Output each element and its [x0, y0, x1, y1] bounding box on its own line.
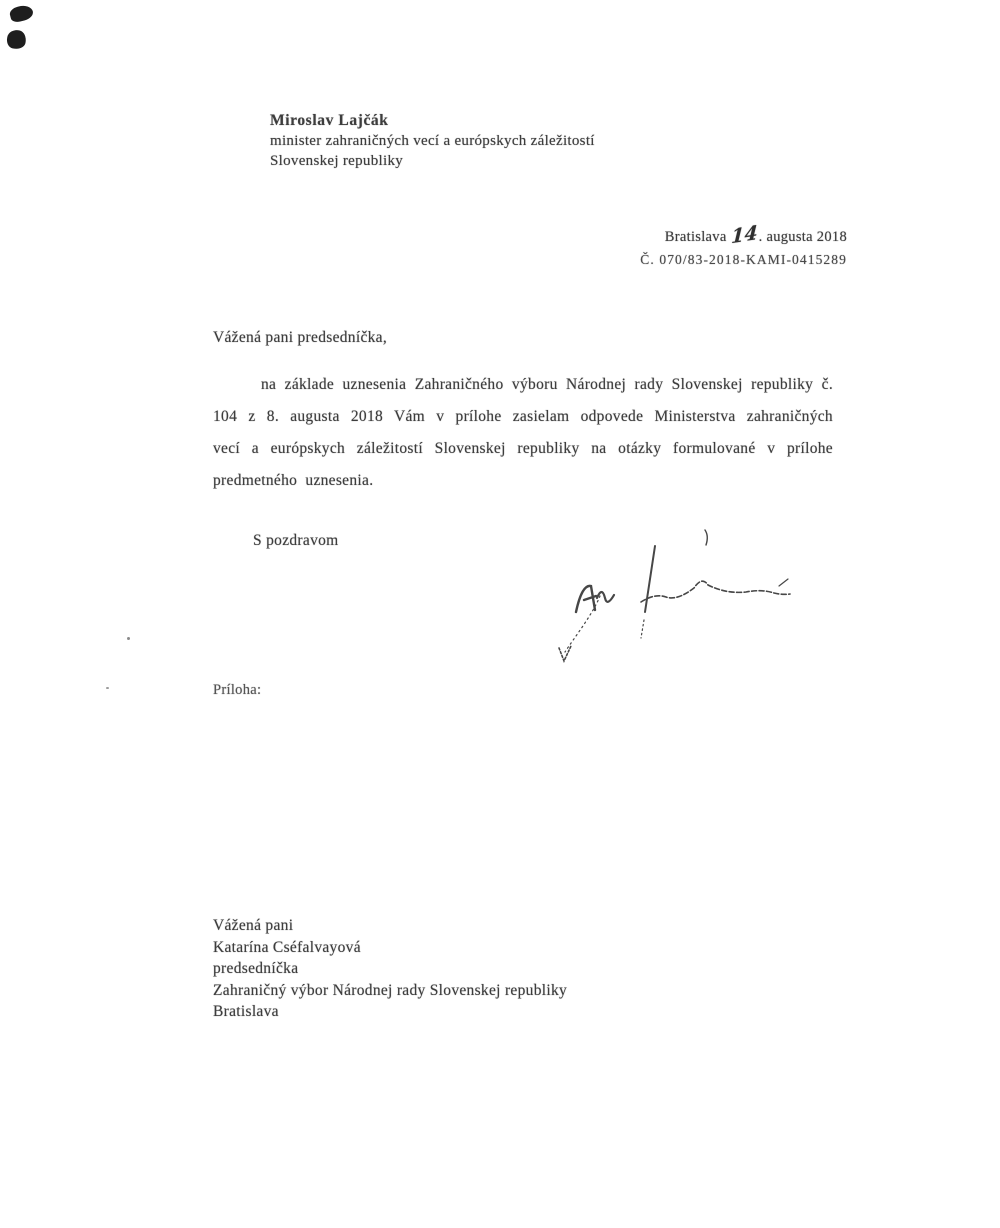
sender-role: minister zahraničných vecí a európskych záležitostí	[270, 133, 595, 149]
recipient-org: Zahraničný výbor Národnej rady Slovenskej republiky	[213, 981, 568, 999]
sender-org: Slovenskej republiky	[270, 153, 404, 169]
scan-smudge-artifact	[5, 28, 28, 51]
handwritten-day: 14	[730, 221, 759, 249]
date-city: Bratislava	[664, 229, 727, 245]
recipient-address-block	[213, 915, 567, 1023]
attachment-label: Príloha:	[213, 682, 262, 698]
salutation: Vážená pani predsedníčka,	[213, 329, 388, 346]
dateline-block	[555, 221, 847, 268]
body-paragraph: na základe uznesenia Zahraničného výboru Národnej rady Slovenskej republiky č. 104 z 8. augusta 2018 Vám v prílohe zasielam odpovede Ministerstva zahraničných vecí a európskych záležitostí Slovenskej republiky na otázky formulované v prílohe predmetného uznesenia.	[213, 376, 833, 489]
handwritten-signature	[548, 522, 800, 674]
date-line	[555, 221, 847, 249]
scan-speck-artifact	[127, 637, 130, 640]
recipient-name: Katarína Cséfalvayová	[213, 938, 361, 956]
closing-phrase: S pozdravom	[253, 532, 339, 549]
recipient-line: Vážená pani	[213, 917, 294, 934]
sender-name: Miroslav Lajčák	[270, 112, 389, 129]
recipient-role: predsedníčka	[213, 960, 299, 977]
scan-speck-artifact	[106, 687, 109, 689]
reference-number: Č. 070/83-2018-KAMI-0415289	[640, 252, 847, 267]
scan-smudge-artifact	[9, 3, 35, 23]
date-rest: . augusta 2018	[758, 229, 847, 245]
signature-scribble-svg	[548, 522, 800, 674]
recipient-city: Bratislava	[213, 1003, 279, 1020]
sender-letterhead	[270, 111, 595, 171]
